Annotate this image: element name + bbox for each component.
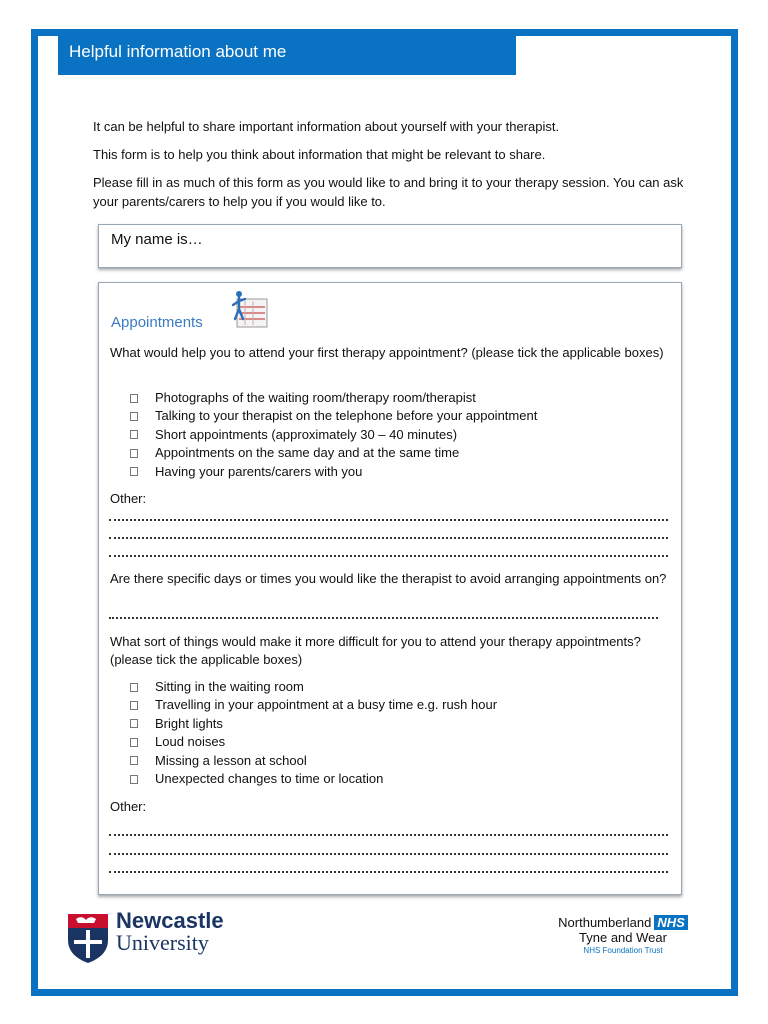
other-label-1: Other:: [110, 491, 147, 506]
nhs-trust-logo: [548, 915, 698, 955]
answer-line[interactable]: [109, 537, 668, 539]
calendar-person-icon: [229, 289, 269, 329]
checkbox[interactable]: [130, 738, 138, 747]
checklist-item[interactable]: Talking to your therapist on the telephone before your appointment: [130, 407, 537, 425]
checkbox[interactable]: [130, 701, 138, 710]
checkbox[interactable]: [130, 775, 138, 784]
checkbox[interactable]: [130, 412, 138, 421]
checklist-item[interactable]: Having your parents/carers with you: [130, 463, 537, 481]
checklist-item[interactable]: Appointments on the same day and at the same time: [130, 444, 537, 462]
checkbox[interactable]: [130, 467, 138, 476]
checkbox[interactable]: [130, 430, 138, 439]
checklist-item[interactable]: Bright lights: [130, 715, 497, 733]
checklist-item[interactable]: Unexpected changes to time or location: [130, 770, 497, 788]
checklist-item[interactable]: Missing a lesson at school: [130, 752, 497, 770]
checkbox[interactable]: [130, 683, 138, 692]
question-first-appointment: What would help you to attend your first therapy appointment? (please tick the applicable boxes): [110, 345, 664, 360]
checklist-item[interactable]: Short appointments (approximately 30 – 40 minutes): [130, 426, 537, 444]
intro-text: [93, 117, 693, 220]
nhs-line-2: Tyne and Wear: [579, 930, 667, 945]
appointments-section: [98, 282, 682, 895]
first-appointment-checklist: [130, 389, 537, 481]
appointments-title: Appointments: [111, 314, 203, 331]
checklist-item[interactable]: Photographs of the waiting room/therapy room/therapist: [130, 389, 537, 407]
name-field-label: My name is…: [111, 231, 203, 248]
newcastle-university-logo: [116, 910, 224, 954]
difficulties-checklist: [130, 678, 497, 788]
intro-paragraph-3: Please fill in as much of this form as you would like to and bring it to your therapy session. You can ask your parents/carers to help you if you would like to.: [93, 175, 684, 209]
intro-paragraph-2: This form is to help you think about information that might be relevant to share.: [93, 147, 546, 162]
question-days-to-avoid: Are there specific days or times you would like the therapist to avoid arranging appointments on?: [110, 571, 667, 586]
intro-paragraph-1: It can be helpful to share important information about yourself with your therapist.: [93, 119, 560, 134]
answer-line[interactable]: [109, 871, 668, 873]
checkbox[interactable]: [130, 394, 138, 403]
newcastle-crest-icon: [66, 912, 110, 964]
question-difficulties: What sort of things would make it more difficult for you to attend your therapy appointments? (please tick the applicable boxes): [110, 634, 641, 667]
answer-line[interactable]: [109, 555, 668, 557]
other-label-2: Other:: [110, 799, 147, 814]
checkbox[interactable]: [130, 449, 138, 458]
newcastle-line-2: University: [116, 930, 209, 955]
answer-line[interactable]: [109, 853, 668, 855]
answer-line[interactable]: [109, 834, 668, 836]
name-field[interactable]: [98, 224, 682, 268]
checklist-item[interactable]: Travelling in your appointment at a busy time e.g. rush hour: [130, 696, 497, 714]
nhs-badge: NHS: [654, 915, 687, 930]
nhs-line-1: Northumberland: [558, 915, 652, 930]
checkbox[interactable]: [130, 756, 138, 765]
answer-line[interactable]: [109, 519, 668, 521]
nhs-line-3: NHS Foundation Trust: [583, 946, 663, 955]
checkbox[interactable]: [130, 719, 138, 728]
answer-line[interactable]: [109, 617, 658, 619]
newcastle-line-1: Newcastle: [116, 908, 224, 933]
checklist-item[interactable]: Sitting in the waiting room: [130, 678, 497, 696]
page-title: Helpful information about me: [58, 35, 516, 75]
checklist-item[interactable]: Loud noises: [130, 733, 497, 751]
